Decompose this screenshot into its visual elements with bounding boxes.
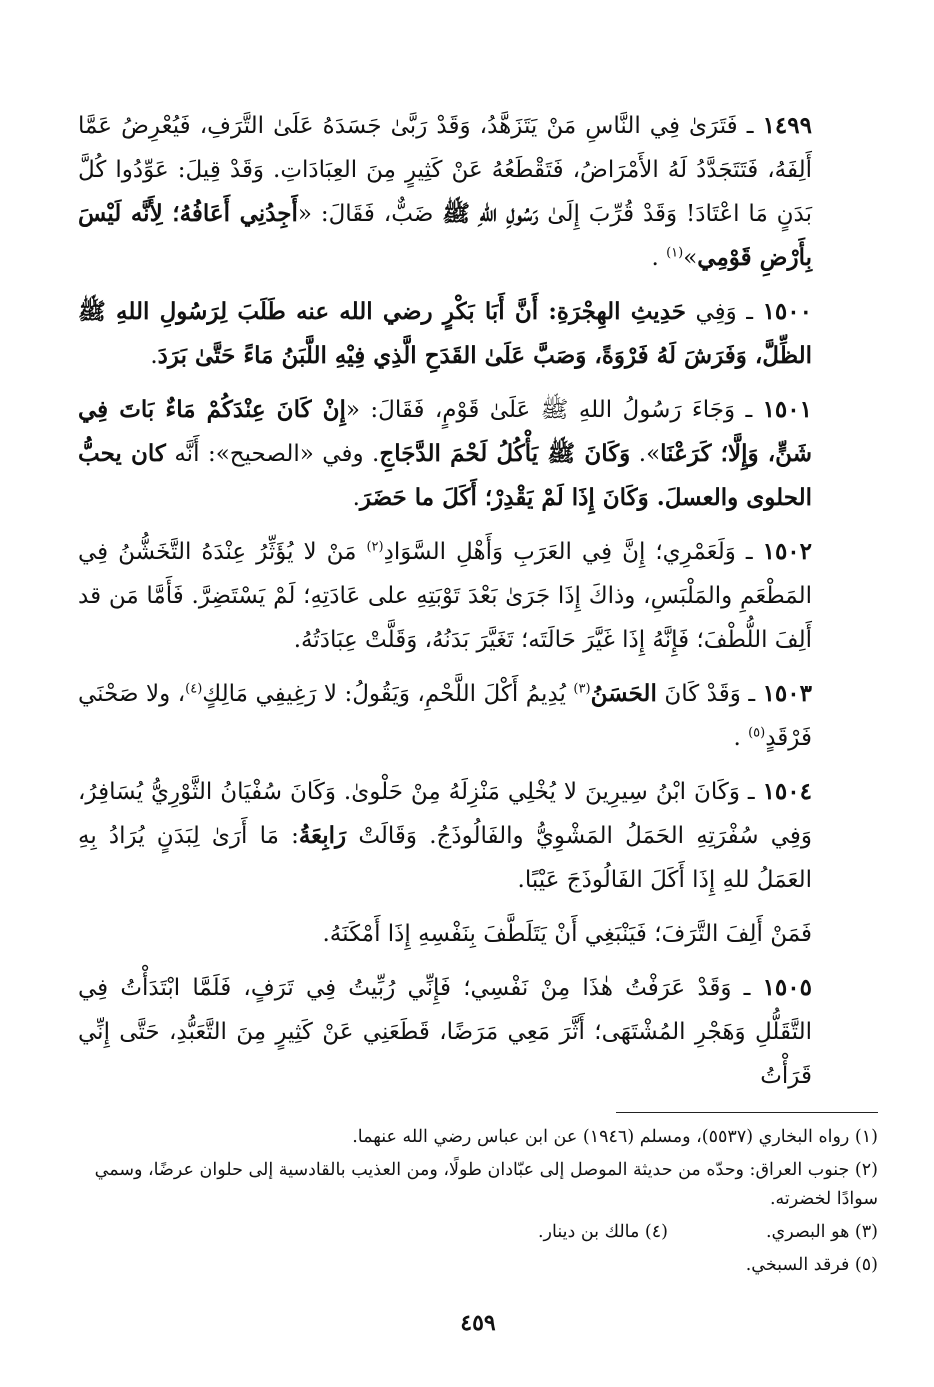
paragraph-text: يُدِيمُ أَكْلَ اللَّحْمِ، وَيَقُولُ: لا رَغِيفِي مَالِكٍ	[202, 681, 574, 707]
paragraph-1500	[78, 290, 878, 378]
footnote-ref: (٢)	[366, 539, 384, 555]
bold-text: رَابِعَةُ	[298, 822, 347, 849]
footnote-ref: (١)	[666, 245, 684, 261]
page-number: ٤٥٩	[460, 1310, 496, 1336]
paragraph-text: ».	[630, 441, 661, 467]
paragraph-1503	[78, 672, 878, 760]
footnote-ref: (٣)	[573, 681, 591, 697]
paragraph-number: ١٥٠٢	[762, 538, 813, 565]
footnote-1: (١) رواه البخاري (٥٥٣٧)، ومسلم (١٩٤٦) عن ابن عباس رضي الله عنهما.	[352, 1127, 878, 1147]
bold-text: رَسُولِ اللهِ ﷺ	[442, 200, 539, 227]
paragraph-text: ـ وَلَعَمْرِي؛ إِنَّ فِي العَرَبِ وَأَهْلِ السَّوَادِ	[383, 539, 763, 565]
footnote-3: (٣) هو البصري.	[765, 1222, 878, 1242]
hadith-quote: أَجِدُنِي أَعَافُهُ؛ لِأَنَّه لَيْسَ بِأَرْضِ قَوْمِي	[78, 200, 812, 271]
paragraph-text: ، ولا صَحْنَي فَرْقَدٍ	[78, 681, 812, 751]
paragraph-text: ـ وَفِي	[685, 299, 763, 325]
paragraph-text: .	[352, 485, 360, 511]
paragraph-number: ١٥٠١	[762, 396, 812, 423]
paragraph-text: .	[733, 725, 749, 751]
paragraph-number: ١٥٠٣	[762, 680, 812, 707]
footnote-4: (٤) مالك بن دينار.	[537, 1222, 668, 1242]
paragraph-text: »	[683, 245, 698, 271]
paragraph-number: ١٤٩٩	[762, 112, 812, 139]
paragraph-number: ١٥٠٥	[762, 974, 812, 1001]
footnote-ref: (٤)	[185, 681, 203, 697]
paragraph-number: ١٥٠٤	[762, 778, 812, 805]
paragraph-1501	[78, 388, 878, 520]
paragraph-1505	[78, 966, 878, 1098]
footnote-ref: (٥)	[748, 725, 766, 741]
bold-text: حَدِيثِ الهِجْرَةِ: أَنَّ أَبَا بَكْرٍ رضي الله عنه طَلَبَ لِرَسُولِ اللهِ ﷺ الظِّلَّ، وَفَرَشَ لَهُ فَرْوَةً، وَصَبَّ عَلَىٰ القَدَحِ الَّذِي فِيْهِ اللَّبَنُ مَاءً حَتَّىٰ بَرَدَ	[78, 298, 812, 369]
bold-text: كان يحبُّ الحلوى والعسلَ. وَكَانَ إِذَا لَمْ يَقْدِرْ؛ أَكَلَ ما حَضَرَ	[78, 440, 812, 511]
footnote-row	[78, 1218, 878, 1251]
paragraph-1499	[78, 104, 878, 280]
paragraph-number: ١٥٠٠	[762, 298, 812, 325]
footnote-5: (٥) فرقد السبخي.	[745, 1255, 878, 1275]
paragraph-text: ضَبٌّ، فَقَالَ: «	[297, 201, 443, 227]
paragraph-text: مَنْ لا يُؤَثِّرُ عِنْدَهُ التَّخَشُّنُ فِي المَطْعَمِ والمَلْبَسِ، وذاكَ إِذَا جَرَىٰ بَعْدَ تَوْبَتِهِ على عَادَتِهِ؛ لَمْ يَسْتَضِرَّ. فَأَمَّا مَن قد أَلِفَ اللُّطْفَ؛ فَإِنَّهُ إِذَا غَيَّرَ حَالَتَه؛ تَغَيَّرَ بَدَنُهُ، وَقَلَّتْ عِبَادَتُهُ.	[78, 539, 812, 653]
paragraph-text: ـ وَكَانَ ابْنُ سِيرِينَ لا يُخْلِي مَنْزِلَهُ مِنْ حَلْوىٰ. وَكَانَ سُفْيَانُ الثَّوْرِيُّ يُسَافِرُ، وَفِي سُفْرَتِهِ الحَمَلُ المَشْوِيُّ والفَالُوذَجُ. وَقَالَتْ	[78, 779, 813, 849]
bold-text: الحَسَنُ	[590, 680, 657, 707]
paragraph-text: ـ وَقَدْ كَانَ	[656, 681, 763, 707]
paragraph-text: .	[651, 245, 667, 271]
bold-text: وَكَانَ ﷺ يَأْكُلُ لَحْمَ الدَّجَاجِ	[379, 440, 631, 467]
standalone-line: فَمَنْ أَلِفَ التَّرَفَ؛ فَيَنْبَغِي أَنْ يَتَلَطَّفَ بِنَفْسِهِ إِذَا أَمْكَنَهُ.	[322, 921, 812, 947]
paragraph-text: .	[150, 343, 158, 369]
paragraph-text: : مَا أَرَىٰ لِبَدَنٍ يُرَادُ بِهِ العَمَلُ للهِ إِذَا أَكَلَ الفَالُوذَجَ عَيْبًا.	[78, 823, 812, 893]
paragraph-1502	[78, 530, 878, 662]
paragraph-text: ـ وَقَدْ عَرَفْتُ هٰذَا مِنْ نَفْسِي؛ فَإِنِّي رُبِّيتُ فِي تَرَفٍ، فَلَمَّا ابْتَدَأْتُ فِي التَّقَلُّلِ وَهَجْرِ المُشْتَهَى؛ أَثَّرَ مَعِي مَرَضًا، قَطَعَنِي عَنْ كَثِيرٍ مِنَ التَّعَبُّدِ، حَتَّى إِنِّي قَرَأْتُ	[78, 975, 812, 1089]
footnote-divider	[616, 1112, 878, 1113]
book-page	[78, 104, 878, 1364]
paragraph-text: ـ فَتَرَىٰ فِي النَّاسِ مَنْ يَتَزَهَّدُ، وَقَدْ رَبَّىٰ جَسَدَهُ عَلَىٰ التَّرَفِ، فَيُعْرِضُ عَمَّا أَلِفَهُ، فَتَتَجَدَّدُ لَهُ الأَمْرَاضُ، فَتَقْطَعُهُ عَنْ كَثِيرٍ مِنَ العِبَادَاتِ. وَقَدْ قِيلَ: عَوِّدُوا كُلَّ بَدَنٍ مَا اعْتَادَ! وَقَدْ قُرِّبَ إِلَىٰ	[78, 113, 813, 227]
paragraph-text: ـ وَجَاءَ رَسُولُ اللهِ ﷺ عَلَىٰ قَوْمٍ، فَقَالَ: «	[345, 397, 763, 423]
hadith-quote: إِنْ كَانَ عِنْدَكُمْ مَاءٌ بَاتَ فِي شَنٍّ، وَإِلَّا؛ كَرَعْنَا	[78, 396, 812, 467]
paragraph-1504	[78, 770, 878, 902]
paragraph-text: . وفي «الصحيح»: أَنَّه	[165, 441, 380, 467]
footnote-2: (٢) جنوب العراق: وحدّه من حديثة الموصل إلى عبّادان طولًا، ومن العذيب بالقادسية إلى حلوان عرضًا، وسمي سوادًا لخضرته.	[94, 1160, 878, 1209]
footnotes	[78, 1123, 878, 1280]
